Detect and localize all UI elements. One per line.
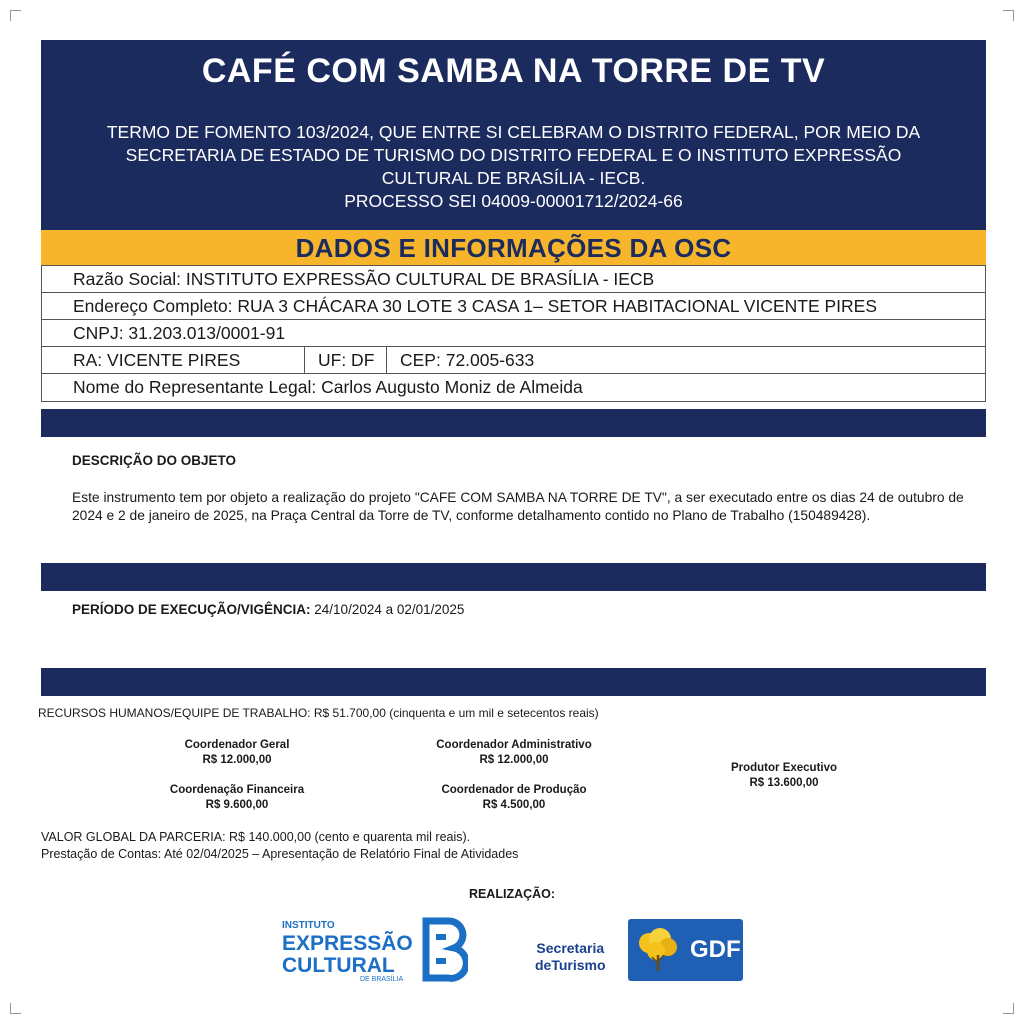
- crop-mark: [1003, 10, 1014, 21]
- descricao-text: Este instrumento tem por objeto a realização do projeto "CAFE COM SAMBA NA TORRE DE TV", a ser executado entre os dias 24 de outubro de 2024 e 2 de janeiro de 2025, na Praça Central da Torre de TV, conforme detalhamento contido no Plano de Trabalho (150489428).: [72, 490, 964, 523]
- ipe-tree-icon: [628, 919, 690, 981]
- subtitle-line: CULTURAL DE BRASÍLIA - IECB.: [381, 168, 646, 188]
- role-title: Produtor Executivo: [730, 762, 838, 774]
- periodo-line: [72, 602, 464, 617]
- recursos-line: RECURSOS HUMANOS/EQUIPE DE TRABALHO: R$ 51.700,00 (cinquenta e um mil e setecentos reais): [38, 706, 599, 720]
- prestacao-contas: Prestação de Contas: Até 02/04/2025 – Apresentação de Relatório Final de Atividades: [41, 847, 519, 861]
- osc-heading: DADOS E INFORMAÇÕES DA OSC: [41, 230, 986, 265]
- crop-mark: [1003, 1003, 1014, 1014]
- role-title: Coordenador Geral: [184, 739, 290, 751]
- periodo-label: PERÍODO DE EXECUÇÃO/VIGÊNCIA:: [72, 602, 311, 617]
- role-value: R$ 13.600,00: [749, 777, 819, 789]
- osc-table: [41, 265, 986, 402]
- descricao-heading: DESCRIÇÃO DO OBJETO: [72, 453, 237, 468]
- iecb-b-icon: [426, 921, 466, 978]
- header-subtitle: [61, 121, 966, 213]
- ra-cell: RA: VICENTE PIRES: [42, 347, 305, 373]
- secretaria-turismo-logo: [535, 940, 606, 974]
- page-title: CAFÉ COM SAMBA NA TORRE DE TV: [201, 52, 826, 90]
- realizacao-label: REALIZAÇÃO:: [468, 887, 556, 901]
- role-coordenador-geral: [157, 738, 317, 768]
- razao-social-row: Razão Social: INSTITUTO EXPRESSÃO CULTURAL DE BRASÍLIA - IECB: [42, 266, 985, 293]
- iecb-line: DE BRASÍLIA: [360, 976, 404, 983]
- subtitle-line: PROCESSO SEI 04009-00001712/2024-66: [344, 191, 683, 211]
- role-coordenador-producao: [414, 783, 614, 813]
- iecb-logo: [278, 917, 468, 983]
- header-banner: [41, 40, 986, 230]
- role-title: Coordenação Financeira: [169, 784, 305, 796]
- secretaria-line: Secretaria: [536, 940, 605, 956]
- role-value: R$ 12.000,00: [202, 754, 272, 766]
- endereco-row: Endereço Completo: RUA 3 CHÁCARA 30 LOTE 3 CASA 1– SETOR HABITACIONAL VICENTE PIRES: [42, 293, 985, 320]
- iecb-logo-graphic: [278, 917, 468, 983]
- role-coordenacao-financeira: [147, 783, 327, 813]
- secretaria-line: deTurismo: [535, 957, 606, 973]
- subtitle-line: SECRETARIA DE ESTADO DE TURISMO DO DISTRITO FEDERAL E O INSTITUTO EXPRESSÃO: [125, 145, 902, 165]
- cep-cell: CEP: 72.005-633: [400, 350, 535, 370]
- totals-block: [41, 829, 518, 863]
- role-title: Coordenador de Produção: [441, 784, 587, 796]
- periodo-value: 24/10/2024 a 02/01/2025: [310, 602, 465, 617]
- role-coordenador-administrativo: [414, 738, 614, 768]
- role-value: R$ 12.000,00: [479, 754, 549, 766]
- valor-global: VALOR GLOBAL DA PARCERIA: R$ 140.000,00 (cento e quarenta mil reais).: [41, 830, 471, 844]
- role-value: R$ 4.500,00: [482, 799, 546, 811]
- representante-row: Nome do Representante Legal: Carlos Augusto Moniz de Almeida: [73, 377, 583, 397]
- role-value: R$ 9.600,00: [205, 799, 269, 811]
- iecb-line: EXPRESSÃO: [282, 932, 413, 955]
- subtitle-line: TERMO DE FOMENTO 103/2024, QUE ENTRE SI CELEBRAM O DISTRITO FEDERAL, POR MEIO DA: [106, 122, 921, 142]
- cnpj-row: CNPJ: 31.203.013/0001-91: [42, 320, 985, 347]
- iecb-line: INSTITUTO: [282, 920, 335, 931]
- crop-mark: [10, 10, 21, 21]
- uf-cell: UF: DF: [305, 347, 387, 373]
- iecb-line: CULTURAL: [282, 954, 395, 977]
- gdf-text: GDF: [690, 936, 741, 963]
- divider-bar: [41, 409, 986, 437]
- divider-bar: [41, 563, 986, 591]
- location-row: [42, 347, 985, 374]
- role-produtor-executivo: [704, 761, 864, 791]
- role-title: Coordenador Administrativo: [436, 739, 592, 751]
- divider-bar: [41, 668, 986, 696]
- crop-mark: [10, 1003, 21, 1014]
- gdf-logo: [628, 919, 743, 981]
